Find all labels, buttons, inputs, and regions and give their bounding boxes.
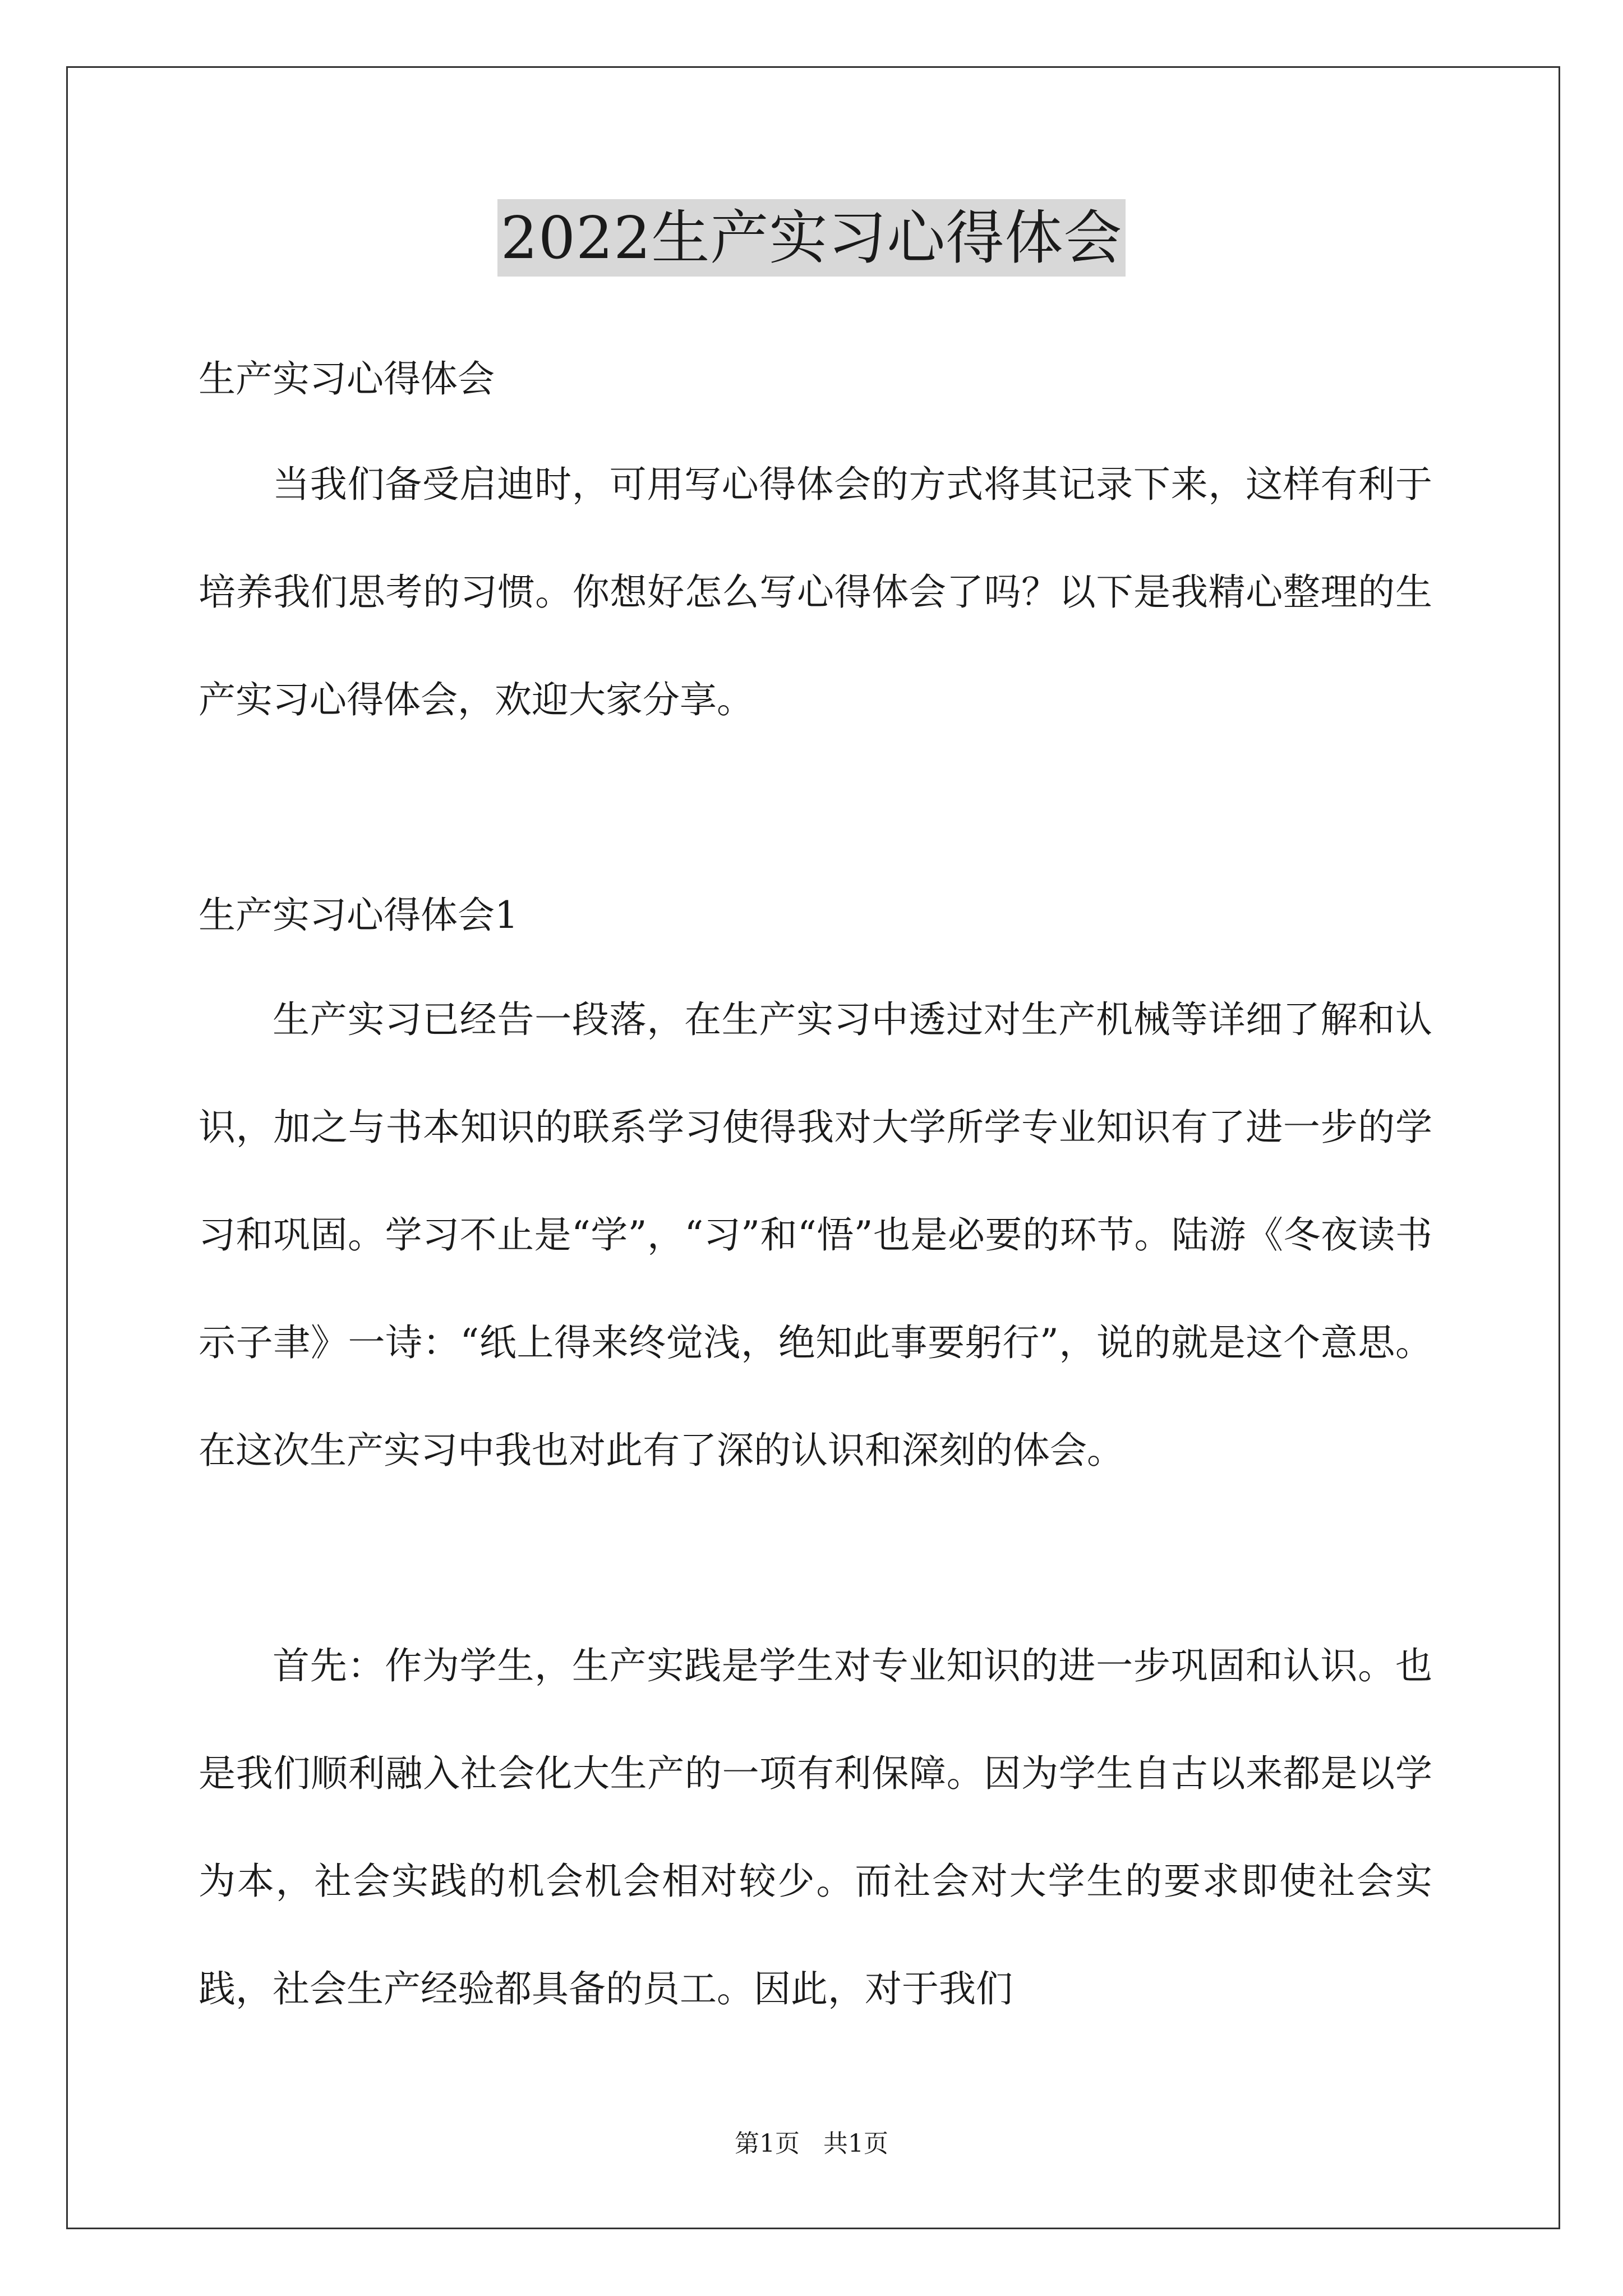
document-title: 2022生产实习心得体会 bbox=[497, 199, 1126, 277]
title-container bbox=[0, 199, 1623, 277]
intro-heading: 生产实习心得体会 bbox=[199, 357, 495, 401]
page-footer: 第1页 共1页 bbox=[735, 2129, 888, 2158]
body-paragraph-2: 首先：作为学生，生产实践是学生对专业知识的进一步巩固和认识。也是我们顺利融入社会化大生产的一项有利保障。因为学生自古以来都是以学为本，社会实践的机会机会相对较少。而社会对大学生的要求即使社会实践，社会生产经验都具备的员工。因此，对于我们 bbox=[199, 1644, 1432, 2010]
section-heading: 生产实习心得体会1 bbox=[199, 894, 518, 937]
body-paragraph-1: 生产实习已经告一段落，在生产实习中透过对生产机械等详细了解和认识，加之与书本知识的联系学习使得我对大学所学专业知识有了进一步的学习和巩固。学习不止是“学”，“习”和“悟”也是必要的环节。陆游《冬夜读书示子聿》一诗：“纸上得来终觉浅，绝知此事要躬行”，说的就是这个意思。在这次生产实习中我也对此有了深的认识和深刻的体会。 bbox=[199, 998, 1432, 1472]
intro-paragraph: 当我们备受启迪时，可用写心得体会的方式将其记录下来，这样有利于培养我们思考的习惯。你想好怎么写心得体会了吗？以下是我精心整理的生产实习心得体会，欢迎大家分享。 bbox=[199, 463, 1432, 721]
